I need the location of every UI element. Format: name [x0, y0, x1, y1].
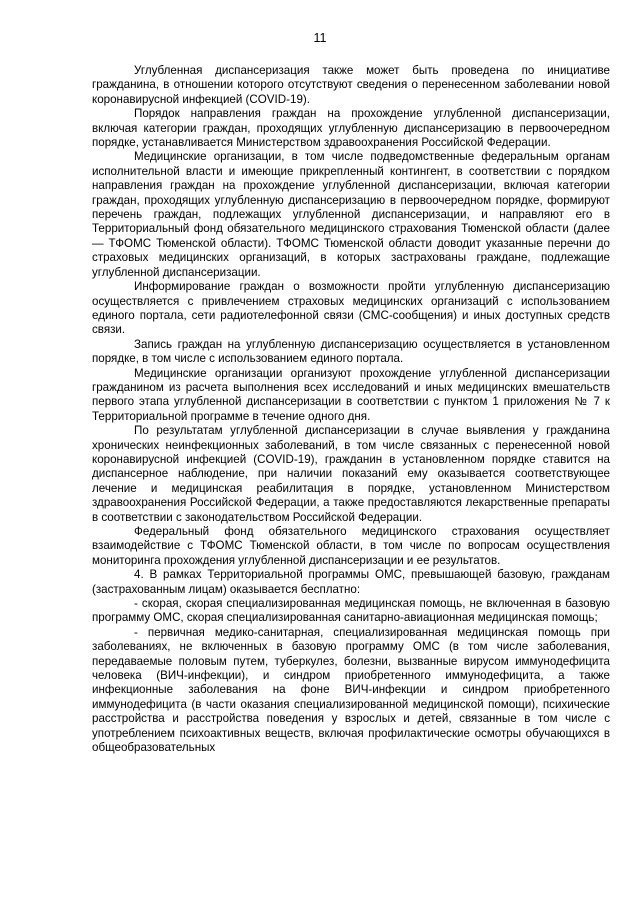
paragraph-5: Запись граждан на углубленную диспансеризацию осуществляется в установленном порядке, в том числе с использованием единого портала. — [92, 337, 610, 366]
paragraph-1: Углубленная диспансеризация также может быть проведена по инициативе гражданина, в отношении которого отсутствуют сведения о перенесенном заболевании новой коронавирусной инфекцией (COVID-19). — [92, 64, 610, 106]
paragraph-11: - первичная медико-санитарная, специализированная медицинская помощь при заболеваниях, не включенных в базовую программу ОМС (в том числе заболевания, передаваемые половым путем, туберкулез, болезни, вызванные вирусом иммунодефицита человека (ВИЧ-инфекции), и синдром приобретенного иммунодефицита, а также инфекционные заболевания на фоне ВИЧ-инфекции и синдром приобретенного иммунодефицита (в части оказания специализированной медицинской помощи), психические расстройства и расстройства поведения у взрослых и детей, связанные в том числе с употреблением психоактивных веществ, включая профилактические осмотры обучающихся в общеобразовательных — [92, 625, 610, 755]
paragraph-4: Информирование граждан о возможности пройти углубленную диспансеризацию осуществляется с привлечением страховых медицинских организаций с использованием единого портала, сети радиотелефонной связи (СМС-сообщения) и иных доступных средств связи. — [92, 280, 610, 337]
paragraph-2: Порядок направления граждан на прохождение углубленной диспансеризации, включая категории граждан, проходящих углубленную диспансеризацию в первоочередном порядке, устанавливается Министерством здравоохранения Российской Федерации. — [92, 107, 610, 150]
document-body — [92, 64, 610, 756]
paragraph-9: 4. В рамках Территориальной программы ОМС, превышающей базовую, гражданам (застрахованным лицам) оказывается бесплатно: — [92, 568, 610, 596]
paragraph-8: Федеральный фонд обязательного медицинского страхования осуществляет взаимодействие с ТФОМС Тюменской области, в том числе по вопросам осуществления мониторинга прохождения углубленной диспансеризации и ее результатов. — [92, 525, 610, 567]
paragraph-3: Медицинские организации, в том числе подведомственные федеральным органам исполнительной власти и имеющие прикрепленный контингент, в соответствии с порядком направления граждан на прохождение углубленной диспансеризации, включая категории граждан, проходящих углубленную диспансеризацию в первоочередном порядке, формируют перечень граждан, подлежащих углубленной диспансеризации, и направляют его в Территориальный фонд обязательного медицинского страхования Тюменской области (далее — ТФОМС Тюменской области). ТФОМС Тюменской области доводит указанные перечни до страховых медицинских организаций, в которых застрахованы граждане, подлежащие углубленной диспансеризации. — [92, 150, 610, 279]
paragraph-10: - скорая, скорая специализированная медицинская помощь, не включенная в базовую программу ОМС, скорая специализированная санитарно-авиационная медицинская помощь; — [92, 597, 610, 625]
paragraph-7: По результатам углубленной диспансеризации в случае выявления у гражданина хронических неинфекционных заболеваний, в том числе связанных с перенесенной новой коронавирусной инфекцией (COVID-19), гражданин в установленном порядке ставится на диспансерное наблюдение, при наличии показаний ему оказывается соответствующее лечение и медицинская реабилитация в порядке, установленном Министерством здравоохранения Российской Федерации, а также предоставляются лекарственные препараты в соответствии с законодательством Российской Федерации. — [92, 424, 610, 524]
paragraph-6: Медицинские организации организуют прохождение углубленной диспансеризации гражданином из расчета выполнения всех исследований и иных медицинских вмешательств первого этапа углубленной диспансеризации в соответствии с пунктом 1 приложения № 7 к Территориальной программе в течение одного дня. — [92, 366, 610, 423]
page-number: 11 — [313, 31, 327, 45]
